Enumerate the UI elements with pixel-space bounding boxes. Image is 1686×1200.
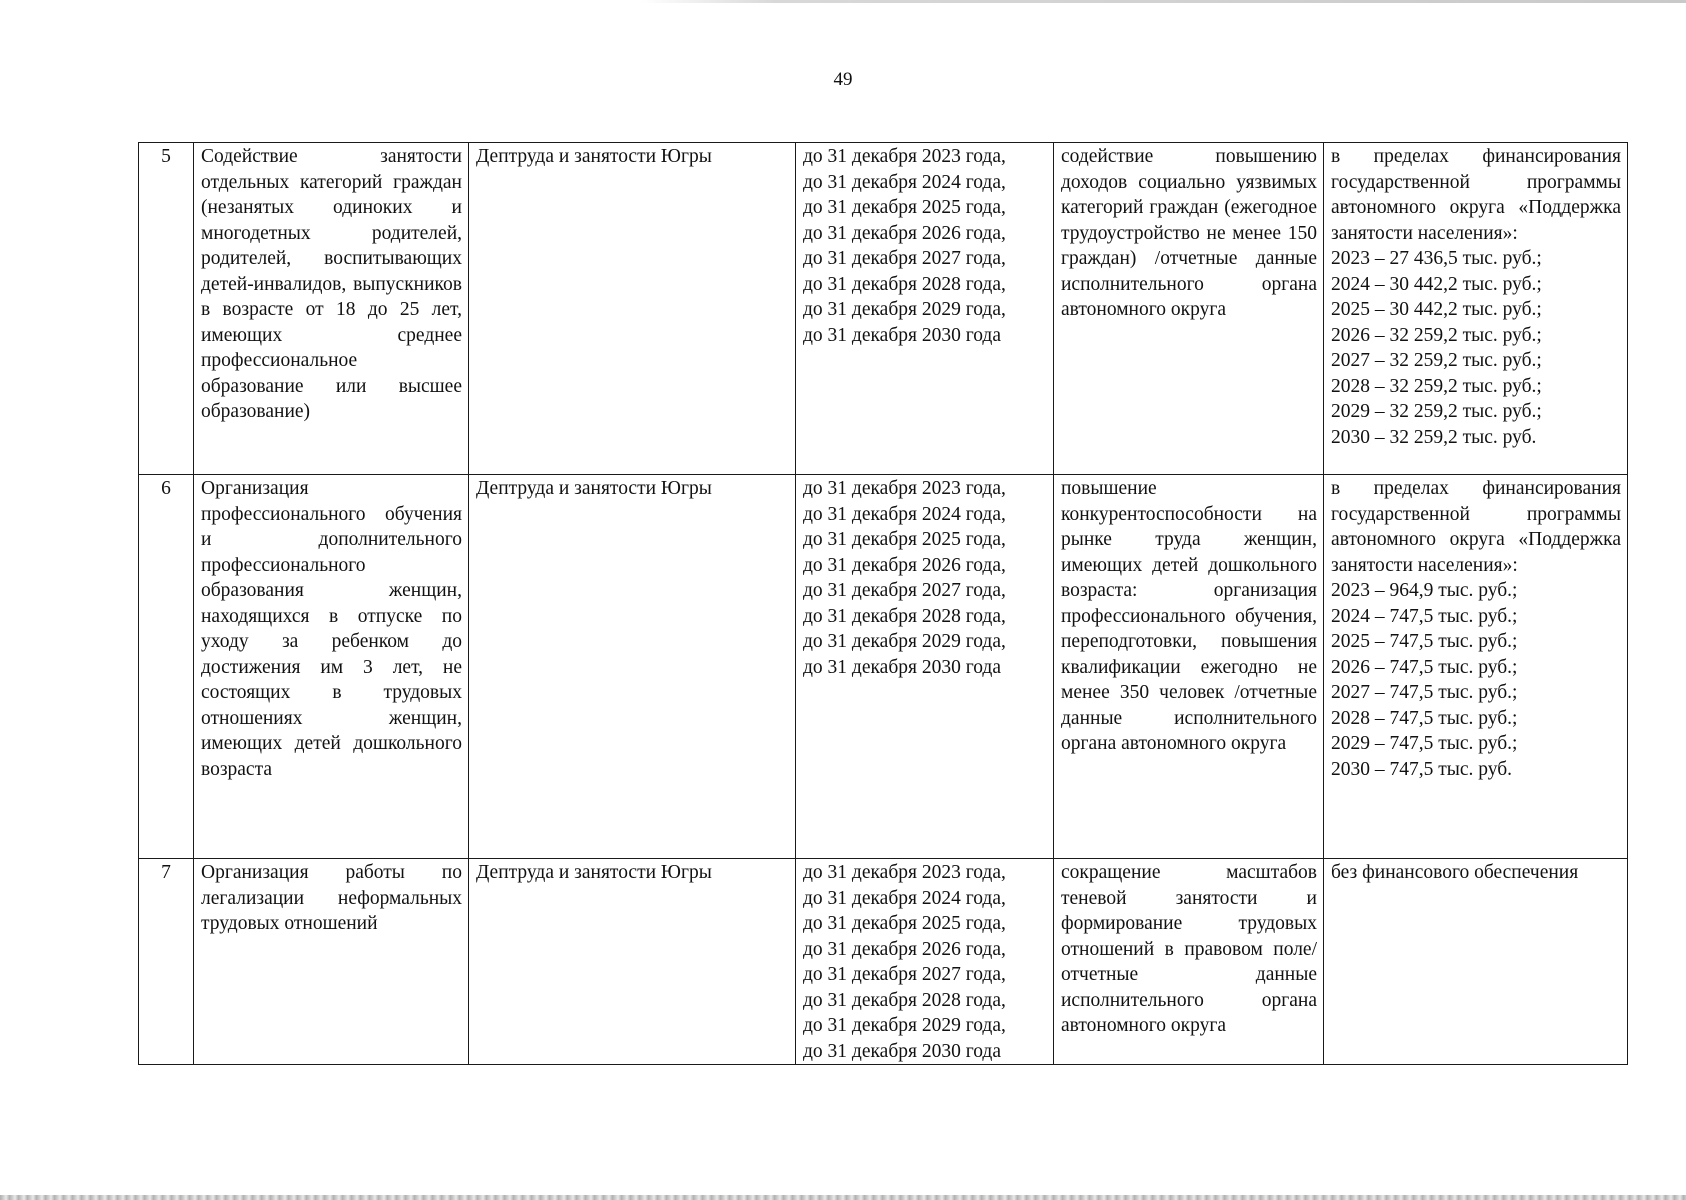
financing-cell (1324, 143, 1628, 475)
deadline-line: до 31 декабря 2030 года (803, 1040, 1001, 1062)
financing-cell (1324, 859, 1628, 1065)
financing-intro: без финансового обеспечения (1331, 862, 1579, 883)
executor-cell: Дептруда и занятости Югры (469, 143, 796, 475)
measure-cell: Содействие занятости отдельных категорий граждан (незанятых одиноких и многодетных родителей, родителей, воспитывающих детей-инвалидов, выпускников в возрасте от 18 до 25 лет, имеющих среднее профессиональное образование или высшее образование) (194, 143, 469, 475)
deadline-line: до 31 декабря 2029 года, (803, 299, 1006, 320)
financing-line: 2025 – 747,5 тыс. руб.; (1331, 631, 1518, 652)
deadline-line: до 31 декабря 2027 года, (803, 248, 1006, 269)
financing-cell (1324, 475, 1628, 859)
table-row (139, 475, 1628, 859)
executor-cell: Дептруда и занятости Югры (469, 475, 796, 859)
deadline-cell (796, 143, 1054, 475)
measure-cell: Организация работы по легализации неформальных трудовых отношений (194, 859, 469, 1065)
deadline-line: до 31 декабря 2030 года (803, 324, 1001, 346)
financing-line: 2029 – 32 259,2 тыс. руб.; (1331, 401, 1542, 422)
financing-line: 2028 – 747,5 тыс. руб.; (1331, 707, 1518, 729)
financing-line: 2030 – 32 259,2 тыс. руб. (1331, 426, 1537, 448)
financing-intro: в пределах финансирования государственной программы автономного округа «Поддержка занятости населения»: (1331, 146, 1621, 244)
table-row (139, 143, 1628, 475)
deadline-line: до 31 декабря 2025 года, (803, 529, 1006, 550)
result-cell: содействие повышению доходов социально уязвимых категорий граждан (ежегодное трудоустройство не менее 150 граждан) /отчетные данные исполнительного органа автономного округа (1054, 143, 1324, 475)
deadline-line: до 31 декабря 2024 года, (803, 171, 1006, 193)
deadline-line: до 31 декабря 2023 года, (803, 146, 1006, 167)
measure-cell: Организация профессионального обучения и дополнительного профессионального образования женщин, находящихся в отпуске по уходу за ребенком до достижения им 3 лет, не состоящих в трудовых отношениях женщин, имеющих детей дошкольного возраста (194, 475, 469, 859)
financing-line: 2024 – 30 442,2 тыс. руб.; (1331, 273, 1542, 295)
deadline-line: до 31 декабря 2029 года, (803, 1015, 1006, 1036)
deadline-line: до 31 декабря 2026 года, (803, 554, 1006, 576)
deadline-line: до 31 декабря 2023 года, (803, 478, 1006, 499)
row-number: 5 (139, 143, 194, 475)
financing-line: 2028 – 32 259,2 тыс. руб.; (1331, 375, 1542, 397)
measures-table (138, 142, 1628, 1065)
financing-line: 2030 – 747,5 тыс. руб. (1331, 758, 1513, 780)
financing-line: 2025 – 30 442,2 тыс. руб.; (1331, 299, 1542, 320)
executor-cell: Дептруда и занятости Югры (469, 859, 796, 1065)
financing-line: 2027 – 32 259,2 тыс. руб.; (1331, 350, 1542, 371)
deadline-line: до 31 декабря 2024 года, (803, 887, 1006, 909)
financing-line: 2024 – 747,5 тыс. руб.; (1331, 605, 1518, 627)
deadline-line: до 31 декабря 2023 года, (803, 862, 1006, 883)
result-cell: сокращение масштабов теневой занятости и формирование трудовых отношений в правовом поле/отчетные данные исполнительного органа автономного округа (1054, 859, 1324, 1065)
page-number: 49 (833, 69, 853, 90)
deadline-line: до 31 декабря 2025 года, (803, 913, 1006, 934)
deadline-line: до 31 декабря 2028 года, (803, 605, 1006, 627)
deadline-line: до 31 декабря 2028 года, (803, 273, 1006, 295)
deadline-line: до 31 декабря 2029 года, (803, 631, 1006, 652)
deadline-line: до 31 декабря 2030 года (803, 656, 1001, 678)
deadline-line: до 31 декабря 2028 года, (803, 989, 1006, 1011)
table-row (139, 859, 1628, 1065)
financing-line: 2026 – 32 259,2 тыс. руб.; (1331, 324, 1542, 346)
deadline-line: до 31 декабря 2026 года, (803, 222, 1006, 244)
deadline-line: до 31 декабря 2026 года, (803, 938, 1006, 960)
row-number: 7 (139, 859, 194, 1065)
financing-line: 2027 – 747,5 тыс. руб.; (1331, 682, 1518, 703)
financing-intro: в пределах финансирования государственной программы автономного округа «Поддержка занятости населения»: (1331, 478, 1621, 576)
deadline-cell (796, 475, 1054, 859)
deadline-cell (796, 859, 1054, 1065)
financing-line: 2026 – 747,5 тыс. руб.; (1331, 656, 1518, 678)
financing-line: 2023 – 964,9 тыс. руб.; (1331, 580, 1518, 601)
scan-edge-bottom (0, 1195, 1686, 1200)
deadline-line: до 31 декабря 2027 года, (803, 580, 1006, 601)
deadline-line: до 31 декабря 2025 года, (803, 197, 1006, 218)
financing-line: 2023 – 27 436,5 тыс. руб.; (1331, 248, 1542, 269)
row-number: 6 (139, 475, 194, 859)
deadline-line: до 31 декабря 2027 года, (803, 964, 1006, 985)
scan-edge-top (0, 0, 1686, 3)
result-cell: повышение конкурентоспособности на рынке труда женщин, имеющих детей дошкольного возраста: организация профессионального обучения, переподготовки, повышения квалификации ежегодно не менее 350 человек /отчетные данные исполнительного органа автономного округа (1054, 475, 1324, 859)
financing-line: 2029 – 747,5 тыс. руб.; (1331, 733, 1518, 754)
deadline-line: до 31 декабря 2024 года, (803, 503, 1006, 525)
